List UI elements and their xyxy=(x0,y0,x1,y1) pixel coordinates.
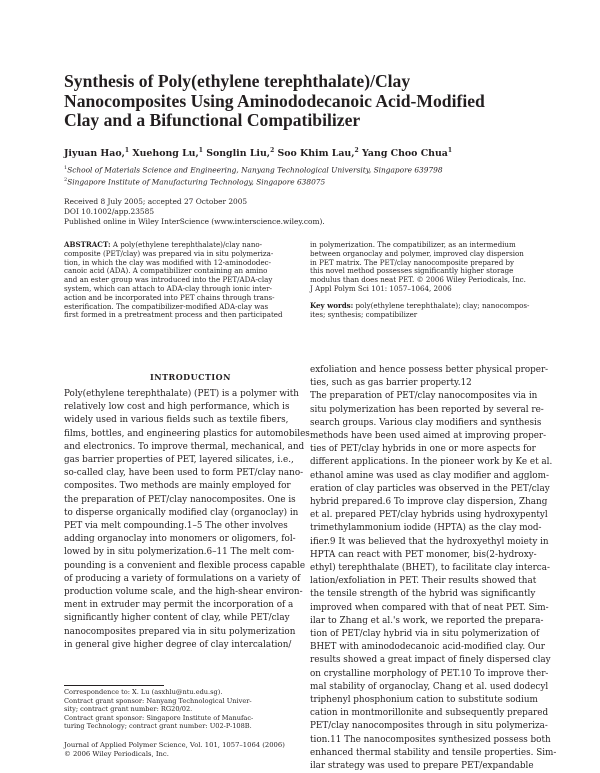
publication-history xyxy=(64,197,325,227)
article-title xyxy=(64,72,564,131)
abstract-line: action and be incorporated into PET chains through trans- xyxy=(64,292,275,302)
body-line: triphenyl phosphonium cation to substitute sodium xyxy=(310,695,538,706)
body-line: to disperse organically modified clay (organoclay) in xyxy=(64,507,299,518)
body-line: of producing a variety of formulations on a variety of xyxy=(64,573,301,584)
abstract-line: canoic acid (ADA). A compatibilizer containing an amino xyxy=(64,266,268,276)
body-line: ties, such as gas barrier property.12 xyxy=(310,378,472,389)
body-line: search groups. Various clay modifiers and synthesis xyxy=(310,417,542,428)
body-line: HPTA can react with PET monomer, bis(2-hydroxy- xyxy=(310,549,537,560)
footnote-line: Correspondence to: X. Lu (asxhlu@ntu.edu.sg). xyxy=(64,688,223,696)
body-line: nanocomposites prepared via in situ polymerization xyxy=(64,626,296,637)
footnote-line: Contract grant sponsor: Singapore Institute of Manufac- xyxy=(64,713,254,722)
affiliation-text: Singapore Institute of Manufacturing Technology, Singapore 638075 xyxy=(67,177,326,187)
keywords-label: Key words: xyxy=(310,301,354,310)
body-line: ment in extruder may permit the incorporation of a xyxy=(64,600,294,611)
body-line: relatively low cost and high performance, which is xyxy=(64,402,290,413)
body-line: tion.11 The nanocomposites synthesized possess both xyxy=(310,734,551,745)
body-line: widely used in various fields such as textile fibers, xyxy=(64,415,289,426)
body-line: mal stability of organoclay, Chang et al. used dodecyl xyxy=(310,681,549,692)
footnote-line: sity; contract grant number: RG20/02. xyxy=(64,705,193,714)
body-line: situ polymerization has been reported by several re- xyxy=(310,404,544,415)
body-line: in general give higher degree of clay intercalation/ xyxy=(64,639,292,650)
abstract-left xyxy=(64,241,283,320)
abstract-label: ABSTRACT: xyxy=(64,240,111,249)
affiliation-mark: 2 xyxy=(64,177,68,184)
body-line: tion of PET/clay hybrid via in situ polymerization of xyxy=(310,629,540,640)
body-line: exfoliation and hence possess better physical proper- xyxy=(310,365,549,375)
title-line: Nanocomposites Using Aminododecanoic Acid-Modified xyxy=(64,90,485,111)
body-line: Poly(ethylene terephthalate) (PET) is a polymer with xyxy=(64,389,299,399)
abstract-line: modulus than does neat PET. © 2006 Wiley Periodicals, Inc. xyxy=(310,275,526,285)
title-line: Synthesis of Poly(ethylene terephthalate)/Clay xyxy=(64,71,411,91)
body-line: enhanced thermal stability and tensile properties. Sim- xyxy=(310,747,557,758)
body-line: so-called clay, have been used to form PET/clay nano- xyxy=(64,468,304,479)
received-line: Received 8 July 2005; accepted 27 October 2005 xyxy=(64,197,248,206)
author-affiliation-mark: 1 xyxy=(198,147,203,154)
author-name: Yang Choo Chua xyxy=(361,148,448,160)
footnote-rule xyxy=(64,685,164,686)
abstract-line: in PET matrix. The PET/clay nanocomposite prepared by xyxy=(310,257,515,267)
affiliation-mark: 1 xyxy=(64,165,68,171)
abstract-line: tion, in which the clay was modified with 12-aminododec- xyxy=(64,257,272,267)
affiliation-text: School of Materials Science and Engineering, Nanyang Technological University, Singapore 639798 xyxy=(67,165,443,175)
body-line: PET via melt compounding.1–5 The other involves xyxy=(64,521,288,532)
body-line: ifier.9 It was believed that the hydroxyethyl moiety in xyxy=(310,536,549,547)
author-affiliation-mark: 1 xyxy=(447,147,453,154)
body-line: lowed by in situ polymerization.6–11 The melt com- xyxy=(64,547,295,558)
abstract-line: this novel method possesses significantly higher storage xyxy=(310,266,514,276)
title-line: Clay and a Bifunctional Compatibilizer xyxy=(64,110,361,131)
footnote-line: turing Technology; contract grant number: U02-P-108B. xyxy=(64,722,252,731)
body-line: films, bottles, and engineering plastics for automobiles xyxy=(64,428,310,439)
author-list xyxy=(64,147,452,159)
body-line: methods have been used aimed at improving proper- xyxy=(310,431,547,442)
journal-citation xyxy=(64,741,285,759)
body-line: hybrid prepared.6 To improve clay dispersion, Zhang xyxy=(310,497,548,508)
right-column-text xyxy=(310,364,556,773)
body-line: The preparation of PET/clay nanocomposites via in xyxy=(310,391,538,402)
abstract-line: and an ester group was introduced into the PET/ADA-clay xyxy=(64,275,273,285)
body-line: lation/exfoliation in PET. Their results showed that xyxy=(310,576,537,587)
body-line: gas barrier properties of PET, layered silicates, i.e., xyxy=(64,455,294,466)
body-line: composites. Two methods are mainly employed for xyxy=(64,481,291,492)
abstract-line: system, which can attach to ADA-clay through ionic inter- xyxy=(64,283,272,293)
body-line: BHET with aminododecanoic acid-modified clay. Our xyxy=(310,642,545,653)
body-line: the tensile strength of the hybrid was significantly xyxy=(310,589,536,600)
abstract-right xyxy=(310,241,526,294)
body-line: different applications. In the pioneer work by Ke et al. xyxy=(310,457,553,468)
section-heading-introduction: INTRODUCTION xyxy=(150,372,231,382)
body-line: and electronics. To improve thermal, mechanical, and xyxy=(64,441,305,452)
author-name: Songlin Liu, xyxy=(206,148,271,160)
keywords-text: poly(ethylene terephthalate); clay; nanocompos- xyxy=(353,301,530,310)
body-line: production volume scale, and the high-shear environ- xyxy=(64,587,303,598)
author-name: Soo Khim Lau, xyxy=(277,148,355,160)
journal-line: Journal of Applied Polymer Science, Vol. 101, 1057–1064 (2006) xyxy=(64,741,285,749)
body-line: significantly higher content of clay, while PET/clay xyxy=(64,613,290,624)
affiliations xyxy=(64,163,443,188)
abstract-line: between organoclay and polymer, improved clay dispersion xyxy=(310,248,524,258)
body-line: ethyl) terephthalate (BHET), to facilitate clay interca- xyxy=(310,563,550,574)
body-line: ilar strategy was used to prepare PET/expandable xyxy=(310,761,534,772)
body-line: ties of PET/clay hybrids in one or more aspects for xyxy=(310,444,536,455)
body-line: adding organoclay into monomers or oligomers, fol- xyxy=(64,534,296,545)
copyright-line: © 2006 Wiley Periodicals, Inc. xyxy=(64,749,169,758)
body-line: PET/clay nanocomposites through in situ polymeriza- xyxy=(310,721,548,732)
body-line: pounding is a convenient and flexible process capable xyxy=(64,560,306,571)
body-line: on crystalline morphology of PET.10 To improve ther- xyxy=(310,668,549,679)
abstract-line: J Appl Polym Sci 101: 1057–1064, 2006 xyxy=(310,283,452,293)
body-line: improved when compared with that of neat PET. Sim- xyxy=(310,602,549,613)
affiliation xyxy=(64,163,443,175)
body-line: eration of clay particles was observed in the PET/clay xyxy=(310,483,550,494)
body-line: results showed a great impact of finely dispersed clay xyxy=(310,655,551,666)
body-line: ethanol amine was used as clay modifier and agglom- xyxy=(310,470,549,481)
body-line: ilar to Zhang et al.'s work, we reported the prepara- xyxy=(310,615,544,626)
footnotes xyxy=(64,688,253,731)
doi-line: DOI 10.1002/app.23585 xyxy=(64,207,155,216)
author-name: Xuehong Lu, xyxy=(132,148,199,160)
body-line: trimethylammonium iodide (HPTA) as the clay mod- xyxy=(310,523,542,534)
footnote-line: Contract grant sponsor: Nanyang Technological Univer- xyxy=(64,696,252,705)
abstract-line: esterification. The compatibilizer-modified ADA-clay was xyxy=(64,301,269,311)
affiliation xyxy=(64,175,443,187)
body-line: et al. prepared PET/clay hybrids using hydroxypentyl xyxy=(310,510,548,521)
body-line: the preparation of PET/clay nanocomposites. One is xyxy=(64,494,296,505)
left-column-text xyxy=(64,388,310,652)
author-affiliation-mark: 1 xyxy=(124,147,130,154)
keywords xyxy=(310,302,529,320)
author-affiliation-mark: 2 xyxy=(270,147,275,154)
author-name: Jiyuan Hao, xyxy=(64,148,125,160)
published-line: Published online in Wiley InterScience (www.interscience.wiley.com). xyxy=(64,217,325,226)
abstract-text: A poly(ethylene terephthalate)/clay nano- xyxy=(110,240,263,249)
keywords-line: ites; synthesis; compatibilizer xyxy=(310,309,418,319)
abstract-line: in polymerization. The compatibilizer, as an intermedium xyxy=(310,240,516,249)
body-line: cation in montmorillonite and subsequently prepared xyxy=(310,708,549,719)
abstract-line: first formed in a pretreatment process and then participated xyxy=(64,310,283,320)
author-affiliation-mark: 2 xyxy=(354,147,359,154)
abstract-line: composite (PET/clay) was prepared via in situ polymeriza- xyxy=(64,248,274,258)
